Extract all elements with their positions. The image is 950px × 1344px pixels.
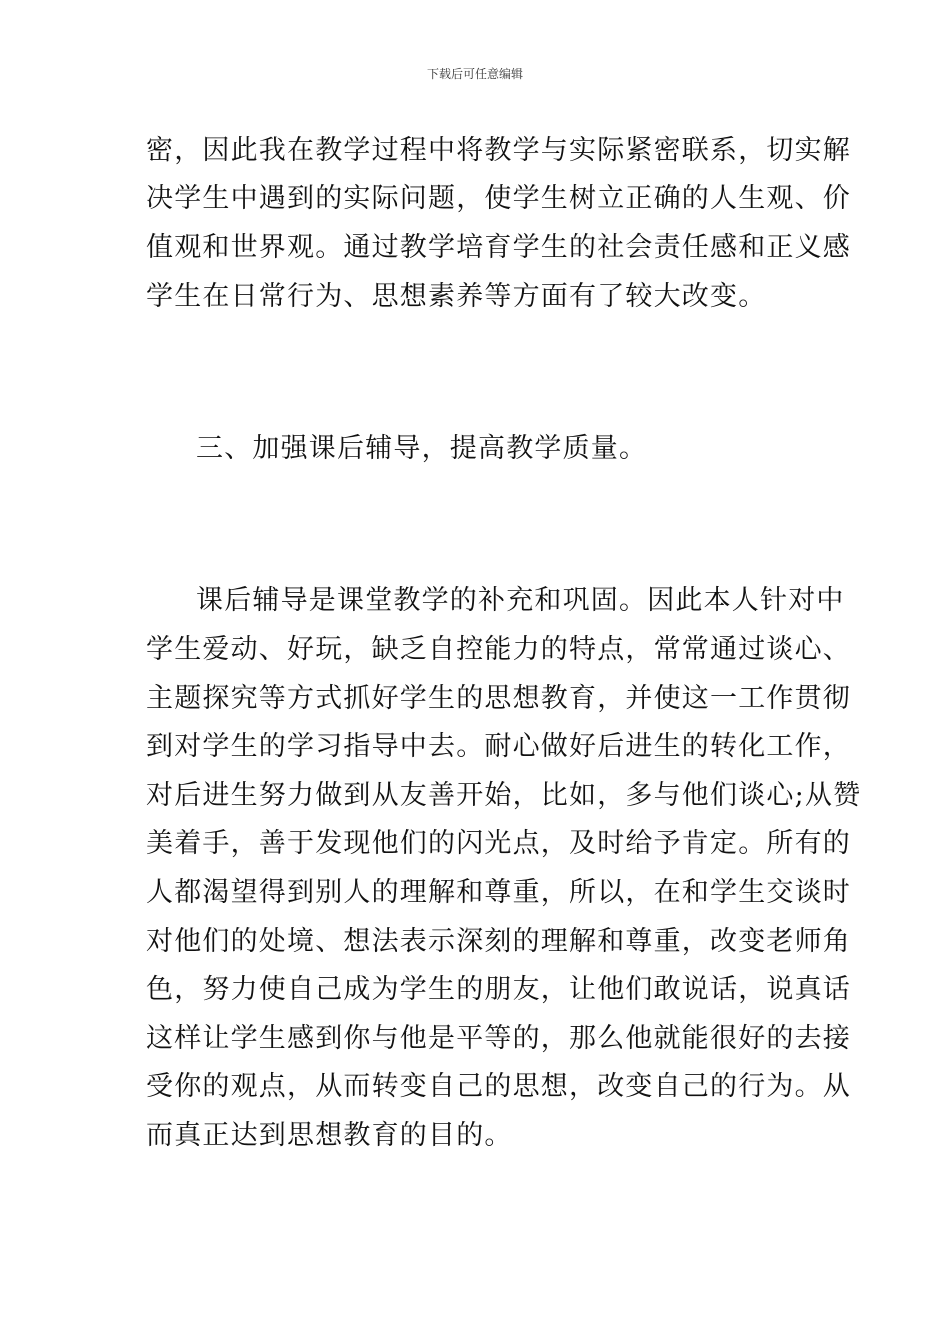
page-header: 下载后可任意编辑 bbox=[426, 67, 523, 81]
paragraph-1-line-2: 决学生中遇到的实际问题，使学生树立正确的人生观、价 bbox=[146, 183, 851, 214]
paragraph-2-line-11: 受你的观点，从而转变自己的思想，改变自己的行为。从 bbox=[146, 1071, 851, 1102]
paragraph-2-line-8: 对他们的处境、想法表示深刻的理解和尊重，改变老师角 bbox=[146, 926, 851, 957]
paragraph-1-line-3: 值观和世界观。通过教学培育学生的社会责任感和正义感 bbox=[146, 232, 851, 263]
paragraph-2-line-5: 对后进生努力做到从友善开始，比如，多与他们谈心;从赞 bbox=[146, 780, 862, 811]
paragraph-2-line-6: 美着手，善于发现他们的闪光点，及时给予肯定。所有的 bbox=[146, 828, 851, 859]
section-heading: 三、加强课后辅导，提高教学质量。 bbox=[196, 433, 648, 464]
paragraph-1-line-4: 学生在日常行为、思想素养等方面有了较大改变。 bbox=[146, 281, 767, 312]
paragraph-2-line-9: 色，努力使自己成为学生的朋友，让他们敢说话，说真话 bbox=[146, 974, 851, 1005]
paragraph-2-line-12: 而真正达到思想教育的目的。 bbox=[146, 1120, 513, 1151]
paragraph-2-line-1: 课后辅导是课堂教学的补充和巩固。因此本人针对中 bbox=[196, 585, 845, 616]
paragraph-2-line-4: 到对学生的学习指导中去。耐心做好后进生的转化工作， bbox=[146, 731, 851, 762]
paragraph-1-line-1: 密，因此我在教学过程中将教学与实际紧密联系，切实解 bbox=[146, 135, 851, 166]
paragraph-2-line-10: 这样让学生感到你与他是平等的，那么他就能很好的去接 bbox=[146, 1023, 851, 1054]
paragraph-2-line-3: 主题探究等方式抓好学生的思想教育，并使这一工作贯彻 bbox=[146, 683, 851, 714]
paragraph-2-line-2: 学生爱动、好玩，缺乏自控能力的特点，常常通过谈心、 bbox=[146, 634, 851, 665]
paragraph-2-line-7: 人都渴望得到别人的理解和尊重，所以，在和学生交谈时 bbox=[146, 877, 851, 908]
